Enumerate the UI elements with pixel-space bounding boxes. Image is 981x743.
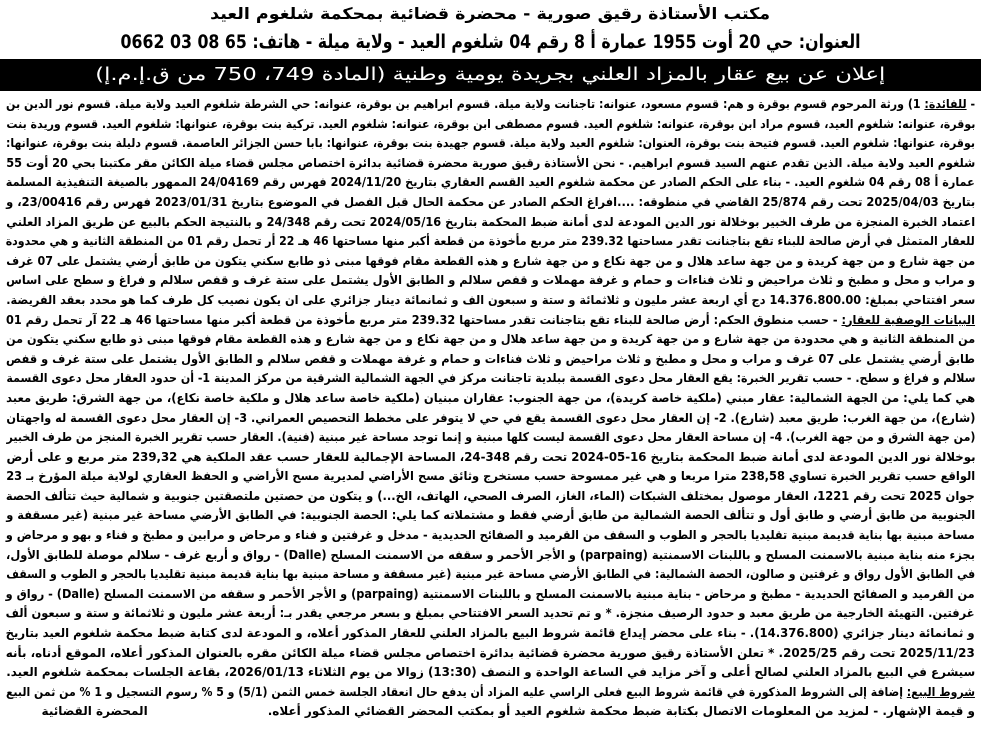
notice-line-text (6, 448, 975, 468)
header-text: إعلان عن بيع عقار بالمزاد العلني بجريدة يومية وطنية (المادة 749، 750 من ق.إ.م.إ) (95, 64, 886, 85)
office-address (0, 31, 981, 53)
text-segment: جوان 2025 تحت رقم 1221، العقار موصول بمختلف الشبكات (الماء، الغاز، الصرف الصحي، الهاتف، الخ...) و يتكون من حصتين ملتصقتين جنوبية و شمالية حيث تتألف الحصة (6, 488, 975, 503)
header-text: مكتب الأستاذة رقيق صورية - محضرة قضائية بمحكمة شلغوم العيد (210, 4, 771, 23)
notice-line (6, 389, 975, 409)
notice-line-text (6, 330, 975, 350)
text-segment: في الطابق الأول رواق و غرفتين و صالون، (741, 567, 975, 582)
text-segment: سيشرع في البيع بالمزاد العلني لصالح أعلى و آخر مزايد في الساعة الواحدة و النصف (13:30) زوالا من يوم الثلاثاء 2026/01/13، بقاعة الجلسات بمحكمة شلغوم العيد. (6, 665, 975, 680)
notice-line (6, 252, 975, 272)
notice-line (6, 585, 975, 605)
section-label: للفائدة: (924, 97, 967, 111)
notice-line-text (6, 389, 975, 409)
text-segment: في الطابق الأرضي مساحة غير مبنية (غير مسقفة و مساحة مبنية بها بناية قديمة مبنية تقليديا بالحجر و الطوب و السقف (6, 567, 655, 582)
notice-line (6, 311, 975, 331)
notice-line (6, 213, 975, 233)
notice-line (6, 663, 975, 683)
section-label: البيانات الوصفية للعقار: (841, 312, 975, 327)
text-segment: - حسب منطوق الحكم: أرض صالحة للبناء تقع بتاجنانت تقدر مساحتها 239.32 متر مربع مأخوذة من قطعة أكبر منها مساحتها 46 هـ 22 آر تحمل رقم 01 (6, 312, 842, 327)
text-segment: من جهة شارع و من جهة كريدة و من جهة ساعد هلال و من جهة نكاع و من جهة شارع و هذه القطعة مقام فوقها مبنى ذو طابع سكني يتكون من طابق أرضي يشتمل على 07 غرف (6, 253, 975, 268)
text-segment: الحصة الجنوبية: (300, 508, 388, 523)
text-segment: بوقرة، عنوانها: شلغوم العيد. قسوم فتيحة بنت بوقرة، العنوان: شلغوم العيد ولاية ميلة. قسوم جهيدة بنت بوقرة، عنوانها: بابا حسن الجزائر العاصمة. قسوم دليلة بنت بوقرة، عنوانها: (6, 136, 975, 151)
notice-line-text (6, 252, 975, 272)
text-segment: من القرميد و الصفائح الحديدية - مطبخ و مرحاض - بناية مبنية بالاسمنت المسلح و باللبنات الاسمنتية (parpaing) و الأجر الأحمر و سقفه من الاسمنت المسلح (Dalle) - رواق و (6, 586, 976, 601)
text-segment: عمارة أ 08 رقم 04 شلغوم العيد. - بناء على الحكم الصادر عن محكمة شلغوم العيد القسم العقاري بتاريخ 2024/11/20 فهرس رقم 24/04169 الممهور بالصيغة التنفيذية المسلمة (6, 175, 975, 190)
office-title (0, 4, 981, 23)
notice-line-text (6, 663, 975, 683)
text-segment: في الطابق الأرضي مساحة غير مبنية (غير مسقفة و (6, 508, 301, 523)
notice-line-text (6, 546, 975, 566)
notice-line-text (6, 683, 975, 703)
notice-line-text (6, 311, 975, 331)
notice-line (6, 702, 975, 722)
notice-line (6, 232, 975, 252)
text-segment: غرفتين. التهيئة الخارجية من طريق معبد و حدود الرصيف منجزة. (612, 606, 975, 621)
notice-line (6, 369, 975, 389)
text-segment: هي كما يلي: من الجهة الشمالية: عقار مبني (ملكية خاصة كريدة)، من جهة الجنوب: عقاران مبنيان (ملكية خاصة ساعد هلال و ملكية خاصة نكاع)، من جهة الشرق: طريق معبد (6, 390, 975, 405)
notice-line-text (6, 428, 975, 448)
notice-line (6, 409, 975, 429)
text-segment: - بناء على محضر إيداع قائمة شروط البيع بالمزاد العلني للعقار المذكور أعلاه، و المودعة لدى كتابة ضبط محكمة شلغوم العيد بتاريخ (6, 626, 751, 641)
text-segment: مساحة مبنية بها بناية قديمة مبنية تقليديا بالحجر و الطوب و السقف من القرميد و الصفائح الحديدية - مدخل و غرفتين و فناء و مرحاض و مرابين و مطبخ و فناء و بهو و مرحاض و (6, 528, 975, 543)
notice-line (6, 154, 975, 174)
text-segment: 1) ورثة المرحوم قسوم بوقرة و هم: قسوم مسعود، عنوانه: تاجنانت ولاية ميلة. قسوم ابراهيم بن بوقرة، عنوانه: حي الشرطة شلغوم العيد ولاية ميلة. قسوم نور الدين بن (6, 97, 925, 111)
text-segment: للعقار المتمثل في أرض صالحة للبناء تقع بتاجنانت تقدر مساحتها 239.32 متر مربع مأخوذة من قطعة أكبر منها مساحتها 46 هـ 22 أر تحمل رقم 01 من المنطقة الثانية و هي محدودة (6, 234, 975, 249)
notice-line (6, 330, 975, 350)
notice-line-text (6, 271, 975, 291)
notice-line (6, 506, 975, 526)
notice-line (6, 291, 975, 311)
notice-line-text (6, 565, 975, 585)
text-segment: - (966, 97, 975, 111)
text-segment: سعر افتتاحي بمبلغ: 14.376.800.00 دج أي اربعة عشر مليون و ثلاثمائة و ستة و سبعون الف و ثمانمائة دينار جزائري على ان يكون نصيب كل طرف كما هو محدد بعقد الفريضة. (6, 292, 975, 307)
notice-line-text (6, 213, 975, 233)
notice-line-text (6, 644, 975, 664)
text-segment: سلالم و فراغ و سطح. - حسب تقرير الخبرة: يقع العقار محل دعوى القسمة ببلدية تاجنانت مركز في الجهة الشمالية الشرقية من مركز المدينة 1- أن حدود العقار محل دعوى القسمة (6, 371, 975, 386)
notice-line (6, 193, 975, 213)
notice-line (6, 350, 975, 370)
notice-line (6, 271, 975, 291)
notice-line-text (6, 115, 975, 135)
text-segment: بوقرة، عنوانه: شلغوم العيد، قسوم مراد ابن بوقرة، عنوانه: شلغوم العيد. قسوم مصطفى ابن بوقرة، عنوانه: شلغوم العيد. تركية بنت بوقرة، عنوانها: شلغوم العيد. قسوم وريدة بنت (6, 116, 975, 131)
signature-label: المحضرة القضائية (41, 704, 148, 719)
text-segment: الجنوبية من طابق أرضي و طابق أول و تتألف الحصة الشمالية من طابق أرضي فقط و مشتملاته كما يلي: (387, 508, 975, 523)
notice-line (6, 546, 975, 566)
notice-line (6, 644, 975, 664)
notice-line-text (6, 154, 975, 174)
text-segment: شلغوم العيد ولاية ميلة. الذين تقدم عنهم السيد قسوم ابراهيم. - نحن الأستاذة رقيق صورية محضرة قضائية بدائرة اختصاص مجلس قضاء ميلة الكائن مقر مكتبنا بحي 20 أوت 55 (6, 155, 975, 170)
notice-line (6, 173, 975, 193)
notice-line-text (6, 134, 975, 154)
notice-line-text (6, 624, 975, 644)
notice-line (6, 683, 975, 703)
notice-line-text (6, 350, 975, 370)
notice-line-text (6, 232, 975, 252)
text-segment: (من جهة الشرق و من جهة الغرب). 4- إن مساحة العقار محل دعوى القسمة ليست كلها مبنية و إنما توجد مساحة غير مبنية (فنية). العقار حسب تقرير الخبرة المنجز من طرف الخبير (6, 430, 975, 445)
notice-line-text (6, 467, 975, 487)
notice-line-text (6, 95, 975, 115)
notice-line-text (6, 173, 975, 193)
text-segment: بجزء منه بناية مبنية بالاسمنت المسلح و باللبنات الاسمنتية (parpaing) و الأجر الأحمر و سقفه من الاسمنت المسلح (Dalle) - رواق و أربع غرف - سلالم موصلة للطابق الأول، (6, 547, 975, 562)
notice-line (6, 467, 975, 487)
text-segment: إضافة إلى الشروط المذكورة في قائمة شروط البيع فعلى الراسي عليه المزاد أن يدفع حال انعقاد الجلسة خمس الثمن (5/1) و 5 % رسوم التسجيل و 1 % من ثمن البيع (6, 684, 907, 699)
header-text: العنوان: حي 20 أوت 1955 عمارة أ 8 رقم 04 شلغوم العيد - ولاية ميلة - هاتف: 65 08 03 0662 (120, 31, 861, 53)
notice-line-text (6, 409, 975, 429)
text-segment: و ثمانمائة دينار جزائري (14.376.800). (750, 626, 975, 641)
notice-line-text (6, 487, 975, 507)
text-segment: اعتماد الخبرة المنجزة من طرف الخبير بوخلالة نور الدين المودعة لدى أمانة ضبط المحكمة بتاريخ 2024/05/16 تحت رقم 24/348 و بالنتيجة الحكم بالبيع عن طريق المزاد العلني (6, 214, 976, 229)
text-segment: من المنطقة الثانية و هي محدودة من جهة شارع و من جهة كريدة و من جهة ساعد هلال و من جهة نكاع و من جهة شارع و هذه القطعة مقام فوقها مبنى ذو طابع سكني يتكون من (6, 332, 975, 347)
notice-line (6, 565, 975, 585)
notice-line (6, 487, 975, 507)
notice-line-text (6, 585, 975, 605)
notice-line (6, 134, 975, 154)
notice-line (6, 448, 975, 468)
notice-line (6, 95, 975, 115)
text-segment: و مراب و محل و مطبخ و ثلاث مراحيض و ثلاث فناءات و حمام و غرفة مهملات و قفص سلالم و الطابق الأول يشتمل على ستة غرف و قفص سلالم و فراغ و سطح على اساس (6, 273, 975, 288)
text-segment: * تعلن الأستاذة رقيق صورية محضرة قضائية بدائرة اختصاص مجلس قضاء ميلة الكائن مقره بالعنوان المذكور أعلاه، الموقع أدناه، بأنه (6, 645, 775, 660)
notice-line (6, 428, 975, 448)
text-segment: الواقع حسب تقرير الخبرة تساوي 238,58 مترا مربعا و هي غير ممسوحة حسب مستخرج وثائق مسح الأراضي لمديرية مسح الأراضي و الحفظ العقاري لولاية ميلة المؤرخ بـ 23 (6, 469, 975, 484)
text-segment: 2025/11/23 تحت رقم 2025/25. (774, 645, 975, 660)
notice-line-text (6, 369, 975, 389)
text-segment: * و تم تحديد السعر الافتتاحي بمبلغ و بسعر مرجعي يقدر بـ: أربعة عشر مليون و ثلاثمائة و ستة و سبعون ألف (6, 606, 613, 621)
notice-line-text (6, 193, 975, 213)
notice-line (6, 624, 975, 644)
text-segment: بتاريخ 2025/04/03 تحت رقم 25/874 القاضي في منطوقه: ....افراغ الحكم الصادر عن محكمة الحال قبل الفصل في الموضوع بتاريخ 2023/01/31 فهرس رقم 23/00416، و (6, 194, 975, 209)
notice-line-text (6, 506, 975, 526)
notice-body (6, 95, 975, 722)
notice-line-text (6, 291, 975, 311)
notice-banner (0, 59, 981, 91)
text-segment: (شارع)، من جهة الغرب: طريق معبد (شارع). 2- إن العقار محل دعوى القسمة يقع في حي لا يتوفر على مخطط التحصيص العمراني. 3- إن العقار محل دعوى القسمة له واجهتان (6, 410, 975, 425)
text-segment: الحصة الشمالية: (654, 567, 742, 582)
notice-line (6, 526, 975, 546)
notice-line-text (6, 526, 975, 546)
notice-line (6, 115, 975, 135)
notice-line-text (6, 604, 975, 624)
section-label: شروط البيع: (906, 684, 975, 699)
notice-line-text (42, 702, 975, 722)
notice-line (6, 604, 975, 624)
text-segment: بوخلالة نور الدين المودعة لدى أمانة ضبط المحكمة بتاريخ 16-05-2024 تحت رقم 348-24، المساحة الإجمالية للعقار حسب عقد الملكية هي 239,32 متر مربع و على أرض (6, 449, 975, 464)
text-segment: طابق أرضي يشتمل على 07 غرف و مراب و محل و مطبخ و ثلاث مراحيض و ثلاث فناءات و حمام و غرفة مهملات و قفص سلالم و الطابق الأول يشتمل على ستة غرف و قفص (6, 351, 975, 366)
text-segment: و قيمة الإشهار. - لمزيد من المعلومات الاتصال بكتابة ضبط محكمة شلغوم العيد أو بمكتب المحضر القضائي المذكور أعلاه. (267, 704, 975, 719)
